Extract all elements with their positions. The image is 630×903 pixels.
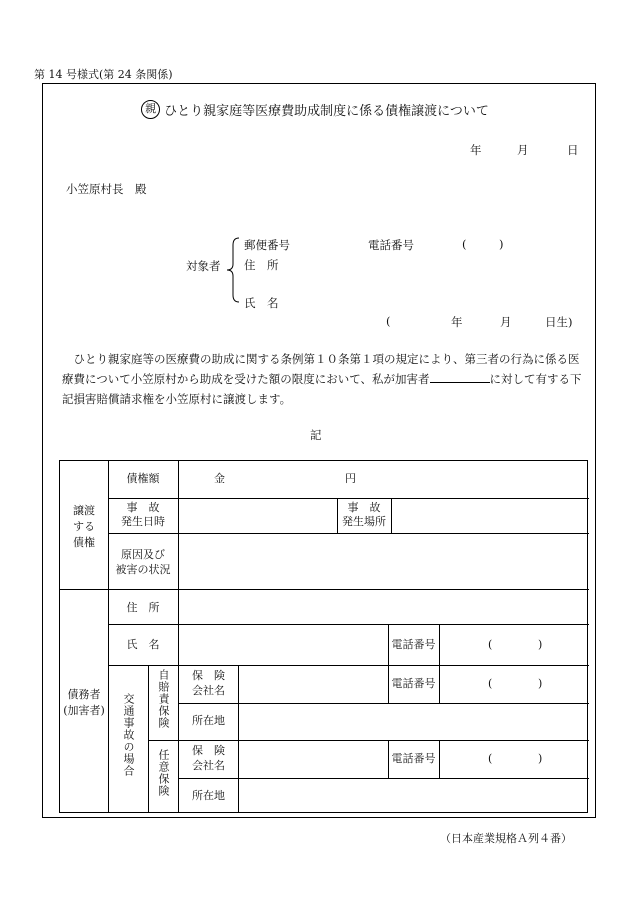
paper-size-note: （日本産業規格Ａ列４番）	[440, 832, 572, 845]
claim-table	[59, 460, 588, 813]
offender-blank[interactable]	[430, 371, 490, 383]
birth-open: (	[386, 314, 391, 328]
voluntary-insurer-label: 保 険 会社名	[192, 744, 225, 772]
body-paragraph	[62, 349, 587, 409]
birth-month: 月	[500, 315, 512, 329]
oya-mark: 親	[141, 100, 160, 119]
cause-label: 原因及び 被害の状況	[115, 548, 171, 576]
debtor-group-label: 債務者 (加害者)	[63, 688, 105, 717]
subject-label: 対象者	[186, 259, 221, 273]
compulsory-insurer-label: 保 険 会社名	[192, 669, 225, 697]
claim-amount-label: 債権額	[126, 472, 160, 485]
subject-phone-label: 電話番号	[368, 238, 414, 252]
body-part1: ひとり親家庭等の医療費の助成に関する条例第１０条第１項の規定により、第三者の行為に係る医療費について小笠原村から助成を受けた額の限度において、私が加害者	[62, 352, 580, 386]
debtor-phone-close: )	[538, 638, 543, 651]
compulsory-phone-open: (	[488, 677, 493, 690]
debtor-phone-label: 電話番号	[391, 638, 436, 651]
birth-day: 日生)	[545, 315, 573, 329]
date-day: 日	[567, 143, 579, 157]
brace-icon	[226, 237, 240, 303]
accident-place-label: 事 故 発生場所	[342, 501, 386, 528]
postal-label: 郵便番号	[244, 238, 290, 252]
ki-heading: 記	[310, 428, 322, 442]
subject-phone-open: (	[462, 237, 467, 251]
compulsory-phone-label: 電話番号	[391, 677, 436, 690]
date-month: 月	[517, 143, 529, 157]
birth-year: 年	[451, 315, 463, 329]
body-part2: に対して有する下記損害賠償請求権を小笠原村に譲渡します。	[62, 372, 582, 406]
transfer-group-label: 譲渡 する 債権	[73, 504, 95, 549]
form-title	[0, 100, 630, 119]
kin-label: 金	[214, 472, 225, 485]
voluntary-phone-close: )	[538, 752, 543, 765]
debtor-name-label: 氏 名	[126, 638, 160, 651]
title-text: ひとり親家庭等医療費助成制度に係る債権譲渡について	[164, 104, 489, 119]
subject-phone-close: )	[499, 237, 504, 251]
addressee: 小笠原村長 殿	[66, 182, 147, 196]
form-number: 第 14 号様式(第 24 条関係)	[34, 68, 173, 81]
accident-date-label: 事 故 発生日時	[121, 501, 165, 528]
subject-name-label: 氏 名	[244, 296, 279, 310]
yen-label: 円	[345, 472, 356, 485]
traffic-case-label: 交通事故の場合	[122, 693, 135, 777]
debtor-phone-open: (	[488, 638, 493, 651]
compulsory-insurance-label: 自賠責保険	[157, 669, 170, 729]
subject-address-label: 住 所	[244, 258, 279, 272]
debtor-address-label: 住 所	[126, 601, 160, 614]
voluntary-phone-label: 電話番号	[391, 752, 436, 765]
voluntary-location-label: 所在地	[192, 789, 225, 802]
compulsory-location-label: 所在地	[192, 714, 225, 727]
compulsory-phone-close: )	[538, 677, 543, 690]
date-year: 年	[470, 143, 482, 157]
voluntary-insurance-label: 任意保険	[157, 749, 170, 797]
voluntary-phone-open: (	[488, 752, 493, 765]
